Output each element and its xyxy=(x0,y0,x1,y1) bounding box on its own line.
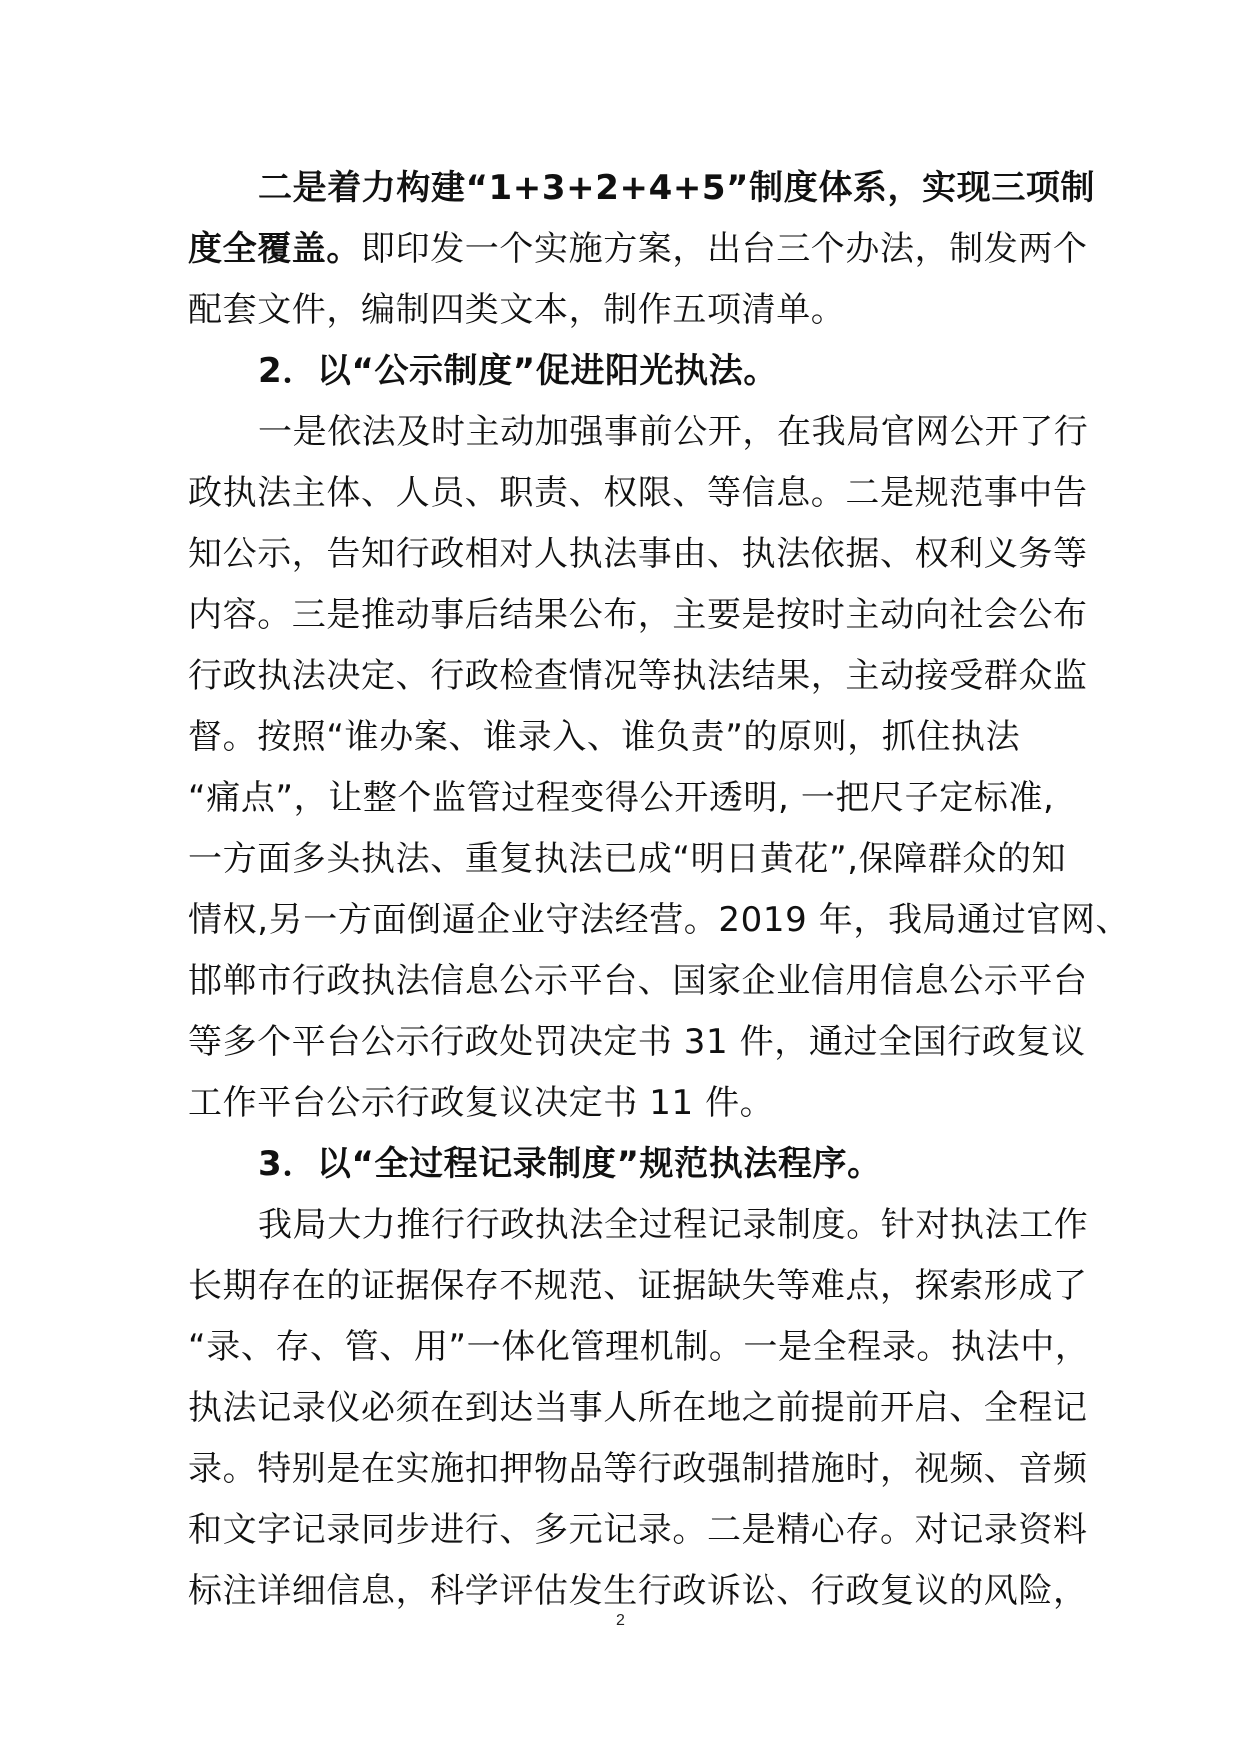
text-line xyxy=(188,1317,1090,1378)
text-line xyxy=(188,1195,1089,1256)
page-number: 2 xyxy=(616,1612,625,1629)
text-line xyxy=(188,1500,1088,1561)
body-text: 情权,另一方面倒逼企业守法经营。2019 年，我局通过官网、 xyxy=(188,900,1131,940)
body-text: 工作平台公示行政复议决定书 11 件。 xyxy=(188,1083,775,1123)
body-text: 标注详细信息，科学评估发生行政诉讼、行政复议的风险， xyxy=(188,1571,1088,1611)
body-text: 长期存在的证据保存不规范、证据缺失等难点，探索形成了 xyxy=(188,1266,1088,1306)
text-line xyxy=(188,463,1088,524)
body-text: 督。按照“谁办案、谁录入、谁负责”的原则，抓住执法 xyxy=(188,717,1021,757)
text-line xyxy=(188,402,1089,463)
text-line xyxy=(188,951,1088,1012)
document-body xyxy=(188,158,1131,1622)
text-line xyxy=(188,524,1088,585)
text-line xyxy=(188,707,1058,768)
body-text: 行政执法决定、行政检查情况等执法结果，主动接受群众监 xyxy=(188,656,1088,696)
body-text: “录、存、管、用”一体化管理机制。一是全程录。执法中， xyxy=(188,1327,1090,1367)
section-heading xyxy=(188,1134,1058,1195)
bold-text: 二是着力构建“1+3+2+4+5”制度体系，实现三项制 xyxy=(258,168,1096,208)
text-line xyxy=(188,1439,1088,1500)
body-text: 即印发一个实施方案，出台三个办法，制发两个 xyxy=(361,229,1088,269)
body-text: 执法记录仪必须在到达当事人所在地之前提前开启、全程记 xyxy=(188,1388,1088,1428)
text-line xyxy=(188,768,1058,829)
text-line xyxy=(188,585,1088,646)
body-text: 配套文件，编制四类文本，制作五项清单。 xyxy=(188,290,846,330)
body-text: 知公示，告知行政相对人执法事由、执法依据、权利义务等 xyxy=(188,534,1088,574)
bold-text: 2．以“公示制度”促进阳光执法。 xyxy=(258,351,778,391)
text-line xyxy=(188,280,1058,341)
text-line xyxy=(188,1256,1088,1317)
text-line xyxy=(188,1378,1088,1439)
body-text: 邯郸市行政执法信息公示平台、国家企业信用信息公示平台 xyxy=(188,961,1088,1001)
body-text: 一是依法及时主动加强事前公开，在我局官网公开了行 xyxy=(258,412,1089,452)
body-text: 一方面多头执法、重复执法已成“明日黄花”,保障群众的知 xyxy=(188,839,1067,879)
body-text: 内容。三是推动事后结果公布，主要是按时主动向社会公布 xyxy=(188,595,1088,635)
body-text: 政执法主体、人员、职责、权限、等信息。二是规范事中告 xyxy=(188,473,1088,513)
text-line xyxy=(188,1012,1086,1073)
bold-text: 度全覆盖。 xyxy=(188,229,361,269)
body-text: 我局大力推行行政执法全过程记录制度。针对执法工作 xyxy=(258,1205,1089,1245)
text-line xyxy=(188,890,1131,951)
bold-text: 3．以“全过程记录制度”规范执法程序。 xyxy=(258,1144,882,1184)
body-text: 和文字记录同步进行、多元记录。二是精心存。对记录资料 xyxy=(188,1510,1088,1550)
body-text: “痛点”，让整个监管过程变得公开透明, 一把尺子定标准, xyxy=(188,778,1055,818)
text-line xyxy=(188,219,1088,280)
text-line xyxy=(188,1073,1058,1134)
text-line xyxy=(188,829,1067,890)
body-text: 等多个平台公示行政处罚决定书 31 件，通过全国行政复议 xyxy=(188,1022,1086,1062)
section-heading xyxy=(188,341,1058,402)
body-text: 录。特别是在实施扣押物品等行政强制措施时，视频、音频 xyxy=(188,1449,1088,1489)
text-line xyxy=(188,646,1088,707)
text-line xyxy=(188,158,1096,219)
